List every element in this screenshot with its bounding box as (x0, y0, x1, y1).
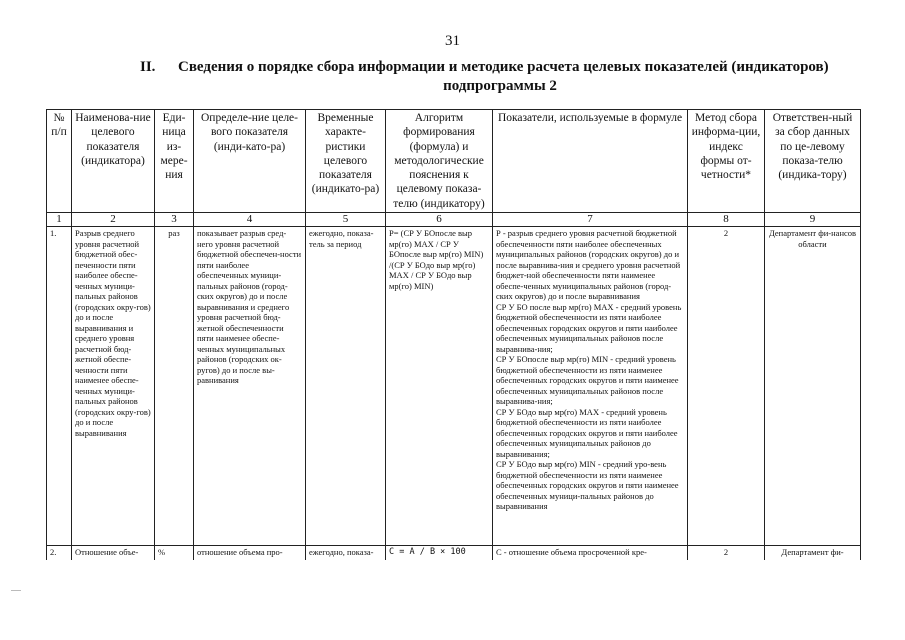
row-number: 2. (47, 546, 72, 561)
table-row (47, 227, 861, 546)
column-number: 1 (47, 213, 72, 227)
column-number: 8 (688, 213, 765, 227)
column-number: 2 (72, 213, 155, 227)
indicator-unit: раз (155, 227, 194, 546)
section-title-line2: подпрограммы 2 (443, 78, 557, 94)
header-cell-responsible: Ответствен-ный за сбор данных по це-левому показа-телю (индика-тору) (765, 110, 861, 213)
indicator-unit: % (155, 546, 194, 561)
header-cell-name: Наименова-ние целевого показателя (индикатора) (72, 110, 155, 213)
indicator-definition: отношение объема про- (194, 546, 306, 561)
indicator-variables: Р - разрыв среднего уровня расчетной бюджетной обеспеченности пяти наиболее обеспеченных муниципальных районов (городских округов) до и после выравнива-ния и среднего уровня расчетной бюджет-ной обеспеченности пяти наименее обеспе-ченных муниципальных районов (город-ских округов) до и после выравнивания СР У БО после выр мр(го) MAX - средний уровень бюджетной обеспеченности из пяти наиболее обеспеченных городских округов и пяти наиболее обеспеченных муниципальных районов после выравнива-ния; СР У БОпосле выр мр(го) MIN - средний уровень бюджетной обеспеченности из пяти наименее обеспеченных городских округов и пяти наименее обеспеченных муниципальных районов после выравнива-ния; СР У БОдо выр мр(го) MAX - средний уровень бюджетной обеспеченности из пяти наиболее обеспеченных городских округов и пяти наиболее обеспеченных муниципальных районов до выравнивания; СР У БОдо выр мр(го) MIN - средний уро-вень бюджетной обеспеченности из пяти наименее обеспеченных городских округов и пяти наименее обеспеченных муници-пальных районов до выравнивания (493, 227, 688, 546)
column-number: 6 (386, 213, 493, 227)
column-number: 4 (194, 213, 306, 227)
collection-method: 2 (688, 546, 765, 561)
scan-margin-mark (11, 590, 21, 591)
indicator-definition: показывает разрыв сред-него уровня расчетной бюджетной обеспечен-ности пяти наиболее обеспеченных муници-пальных районов (город-ских округов) до и после выравнивания и среднего уровня расчетной бюд-жетной обеспеченности пяти наименее обеспе-ченных муниципальных районов (городских ок-ругов) до и после вы-равнивания (194, 227, 306, 546)
indicator-formula: C = A / B × 100 (386, 546, 493, 561)
indicator-timing: ежегодно, показа-тель за период (306, 227, 386, 546)
header-cell-method: Метод сбора информа-ции, индекс формы от-четности* (688, 110, 765, 213)
table-header-row (47, 110, 861, 213)
header-cell-num: № п/п (47, 110, 72, 213)
column-number: 7 (493, 213, 688, 227)
collection-method: 2 (688, 227, 765, 546)
page-number: 31 (445, 33, 460, 49)
section-title-line1: Сведения о порядке сбора информации и методике расчета целевых показателей (индикаторов) (178, 59, 829, 75)
indicators-table (46, 109, 861, 560)
column-number: 9 (765, 213, 861, 227)
header-cell-indicators: Показатели, используемые в формуле (493, 110, 688, 213)
header-cell-unit: Еди-ница из-мере-ния (155, 110, 194, 213)
indicator-name: Отношение объе- (72, 546, 155, 561)
column-number: 5 (306, 213, 386, 227)
column-number-row (47, 213, 861, 227)
table-row (47, 546, 861, 561)
row-number: 1. (47, 227, 72, 546)
header-cell-formula: Алгоритм формирования (формула) и методологические пояснения к целевому показа-телю (индикатору) (386, 110, 493, 213)
indicator-name: Разрыв среднего уровня расчетной бюджетной обес-печенности пяти наиболее обеспе-ченных муници-пальных районов (городских окру-гов) до и после выравнивания и среднего уровня расчетной бюд-жетной обеспе-ченности пяти наименее обеспе-ченных муници-пальных районов (городских окру-гов) до и после выравнивания (72, 227, 155, 546)
section-numeral: II. (140, 59, 156, 75)
responsible-party: Департамент фи- (765, 546, 861, 561)
responsible-party: Департамент фи-нансов области (765, 227, 861, 546)
header-cell-definition: Определе-ние целе-вого показателя (инди-като-ра) (194, 110, 306, 213)
indicator-variables: С - отношение объема просроченной кре- (493, 546, 688, 561)
column-number: 3 (155, 213, 194, 227)
indicator-timing: ежегодно, показа- (306, 546, 386, 561)
indicator-formula: P= (СР У БОпосле выр мр(го) MAX / СР У БОпосле выр мр(го) MIN) /(СР У БОдо выр мр(го) MAX / СР У БОдо выр мр(го) MIN) (386, 227, 493, 546)
header-cell-timing: Временные характе-ристики целевого показателя (индикато-ра) (306, 110, 386, 213)
